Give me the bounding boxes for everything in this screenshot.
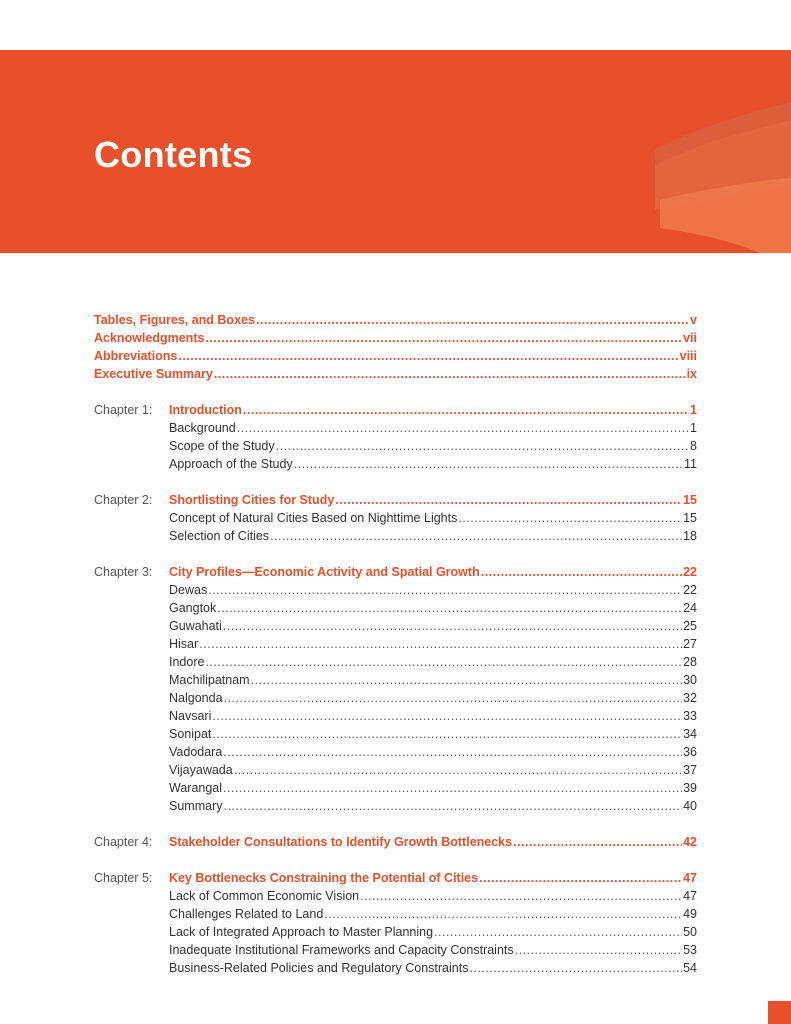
section-label: Background xyxy=(169,421,236,435)
section-label: Dewas xyxy=(169,583,208,597)
toc-entry-section[interactable] xyxy=(94,655,697,673)
dot-leader xyxy=(223,781,682,795)
dot-leader xyxy=(223,619,682,633)
section-page: 50 xyxy=(683,925,697,939)
section-label: Approach of the Study xyxy=(169,457,293,471)
toc-entry-front-matter[interactable] xyxy=(94,349,697,367)
section-page: 18 xyxy=(683,529,697,543)
section-label: Navsari xyxy=(169,709,212,723)
section-label: Machilipatnam xyxy=(169,673,250,687)
section-page: 33 xyxy=(683,709,697,723)
toc-entry-section[interactable] xyxy=(94,943,697,961)
chapter-number: Chapter 5: xyxy=(94,871,153,885)
spacer xyxy=(94,475,697,493)
toc-entry-section[interactable] xyxy=(94,511,697,529)
dot-leader xyxy=(217,601,682,615)
section-label: Vijayawada xyxy=(169,763,233,777)
dot-leader xyxy=(224,691,683,705)
dot-leader xyxy=(243,403,689,417)
toc-entry-section[interactable] xyxy=(94,925,697,943)
toc-entry-section[interactable] xyxy=(94,601,697,619)
section-label: Selection of Cities xyxy=(169,529,270,543)
section-label: Vadodara xyxy=(169,745,223,759)
section-page: 15 xyxy=(683,511,697,525)
dot-leader xyxy=(324,907,682,921)
chapter-page: 47 xyxy=(683,871,697,885)
toc-entry-chapter[interactable] xyxy=(94,565,697,583)
dot-leader xyxy=(256,313,689,327)
toc-entry-section[interactable] xyxy=(94,439,697,457)
section-page: 28 xyxy=(683,655,697,669)
chapter-title: City Profiles—Economic Activity and Spatial Growth xyxy=(169,565,480,579)
dot-leader xyxy=(208,583,682,597)
section-label: Warangal xyxy=(169,781,223,795)
toc-entry-section[interactable] xyxy=(94,583,697,601)
toc-entry-section[interactable] xyxy=(94,529,697,547)
toc-entry-section[interactable] xyxy=(94,763,697,781)
toc-entry-label: Acknowledgments xyxy=(94,331,205,345)
dot-leader xyxy=(276,439,689,453)
toc-entry-label: Abbreviations xyxy=(94,349,178,363)
section-page: 25 xyxy=(683,619,697,633)
section-page: 39 xyxy=(683,781,697,795)
chapter-title: Shortlisting Cities for Study xyxy=(169,493,335,507)
dot-leader xyxy=(251,673,683,687)
section-label: Scope of the Study xyxy=(169,439,275,453)
dot-leader xyxy=(223,799,682,813)
dot-leader xyxy=(212,709,682,723)
toc-entry-page: viii xyxy=(679,349,697,363)
toc-entry-section[interactable] xyxy=(94,709,697,727)
section-page: 27 xyxy=(683,637,697,651)
dot-leader xyxy=(513,835,682,849)
toc-entry-section[interactable] xyxy=(94,457,697,475)
section-page: 47 xyxy=(683,889,697,903)
toc-entry-section[interactable] xyxy=(94,673,697,691)
toc-entry-section[interactable] xyxy=(94,691,697,709)
toc-entry-section[interactable] xyxy=(94,781,697,799)
section-label: Challenges Related to Land xyxy=(169,907,324,921)
spacer xyxy=(94,817,697,835)
toc-entry-page: ix xyxy=(686,367,697,381)
section-page: 49 xyxy=(683,907,697,921)
toc-entry-label: Executive Summary xyxy=(94,367,213,381)
chapter-number: Chapter 1: xyxy=(94,403,153,417)
section-page: 11 xyxy=(684,457,697,471)
section-label: Indore xyxy=(169,655,205,669)
toc-entry-front-matter[interactable] xyxy=(94,313,697,331)
toc-entry-chapter[interactable] xyxy=(94,403,697,421)
section-page: 54 xyxy=(683,961,697,975)
toc-entry-section[interactable] xyxy=(94,727,697,745)
dot-leader xyxy=(481,565,682,579)
toc-entry-chapter[interactable] xyxy=(94,493,697,511)
dot-leader xyxy=(205,331,682,345)
toc-entry-page: vii xyxy=(683,331,697,345)
dot-leader xyxy=(479,871,682,885)
header-banner xyxy=(0,50,791,253)
toc-entry-section[interactable] xyxy=(94,799,697,817)
section-label: Guwahati xyxy=(169,619,222,633)
section-label: Hisar xyxy=(169,637,199,651)
section-page: 32 xyxy=(683,691,697,705)
chapter-number: Chapter 4: xyxy=(94,835,153,849)
spacer xyxy=(94,547,697,565)
toc-entry-section[interactable] xyxy=(94,421,697,439)
dot-leader xyxy=(335,493,682,507)
toc-entry-front-matter[interactable] xyxy=(94,331,697,349)
toc-entry-front-matter[interactable] xyxy=(94,367,697,385)
chapter-title: Stakeholder Consultations to Identify Growth Bottlenecks xyxy=(169,835,513,849)
section-page: 22 xyxy=(683,583,697,597)
dot-leader xyxy=(469,961,682,975)
chapter-number: Chapter 2: xyxy=(94,493,153,507)
corner-marker xyxy=(768,1001,791,1024)
toc-entry-label: Tables, Figures, and Boxes xyxy=(94,313,255,327)
toc-entry-section[interactable] xyxy=(94,637,697,655)
dot-leader xyxy=(214,367,686,381)
chapter-title: Introduction xyxy=(169,403,242,417)
section-page: 53 xyxy=(683,943,697,957)
section-label: Inadequate Institutional Frameworks and Capacity Constraints xyxy=(169,943,514,957)
toc-entry-section[interactable] xyxy=(94,889,697,907)
section-page: 1 xyxy=(690,421,697,435)
section-page: 37 xyxy=(683,763,697,777)
section-page: 34 xyxy=(683,727,697,741)
dot-leader xyxy=(270,529,682,543)
dot-leader xyxy=(458,511,682,525)
dot-leader xyxy=(294,457,683,471)
dot-leader xyxy=(234,763,682,777)
dot-leader xyxy=(515,943,682,957)
toc-entry-chapter[interactable] xyxy=(94,835,697,853)
dot-leader xyxy=(205,655,682,669)
chapter-page: 1 xyxy=(690,403,697,417)
dot-leader xyxy=(434,925,682,939)
spacer xyxy=(94,385,697,403)
section-label: Lack of Integrated Approach to Master Planning xyxy=(169,925,434,939)
table-of-contents xyxy=(94,313,697,979)
section-label: Nalgonda xyxy=(169,691,223,705)
chapter-page: 15 xyxy=(683,493,697,507)
toc-entry-section[interactable] xyxy=(94,907,697,925)
dot-leader xyxy=(223,745,682,759)
section-page: 36 xyxy=(683,745,697,759)
section-page: 8 xyxy=(690,439,697,453)
toc-entry-page: v xyxy=(690,313,697,327)
section-page: 24 xyxy=(683,601,697,615)
chapter-page: 42 xyxy=(683,835,697,849)
dot-leader xyxy=(360,889,682,903)
chapter-page: 22 xyxy=(683,565,697,579)
chapter-number: Chapter 3: xyxy=(94,565,153,579)
section-label: Sonipat xyxy=(169,727,212,741)
dot-leader xyxy=(212,727,682,741)
dot-leader xyxy=(199,637,682,651)
section-label: Summary xyxy=(169,799,223,813)
toc-entry-section[interactable] xyxy=(94,619,697,637)
section-page: 30 xyxy=(683,673,697,687)
section-label: Gangtok xyxy=(169,601,217,615)
toc-entry-section[interactable] xyxy=(94,961,697,979)
dot-leader xyxy=(178,349,678,363)
section-label: Lack of Common Economic Vision xyxy=(169,889,360,903)
spacer xyxy=(94,853,697,871)
section-label: Concept of Natural Cities Based on Nighttime Lights xyxy=(169,511,458,525)
chapter-title: Key Bottlenecks Constraining the Potential of Cities xyxy=(169,871,479,885)
dot-leader xyxy=(237,421,689,435)
section-label: Business-Related Policies and Regulatory Constraints xyxy=(169,961,469,975)
section-page: 40 xyxy=(683,799,697,813)
page-title: Contents xyxy=(94,134,253,175)
toc-entry-section[interactable] xyxy=(94,745,697,763)
toc-entry-chapter[interactable] xyxy=(94,871,697,889)
